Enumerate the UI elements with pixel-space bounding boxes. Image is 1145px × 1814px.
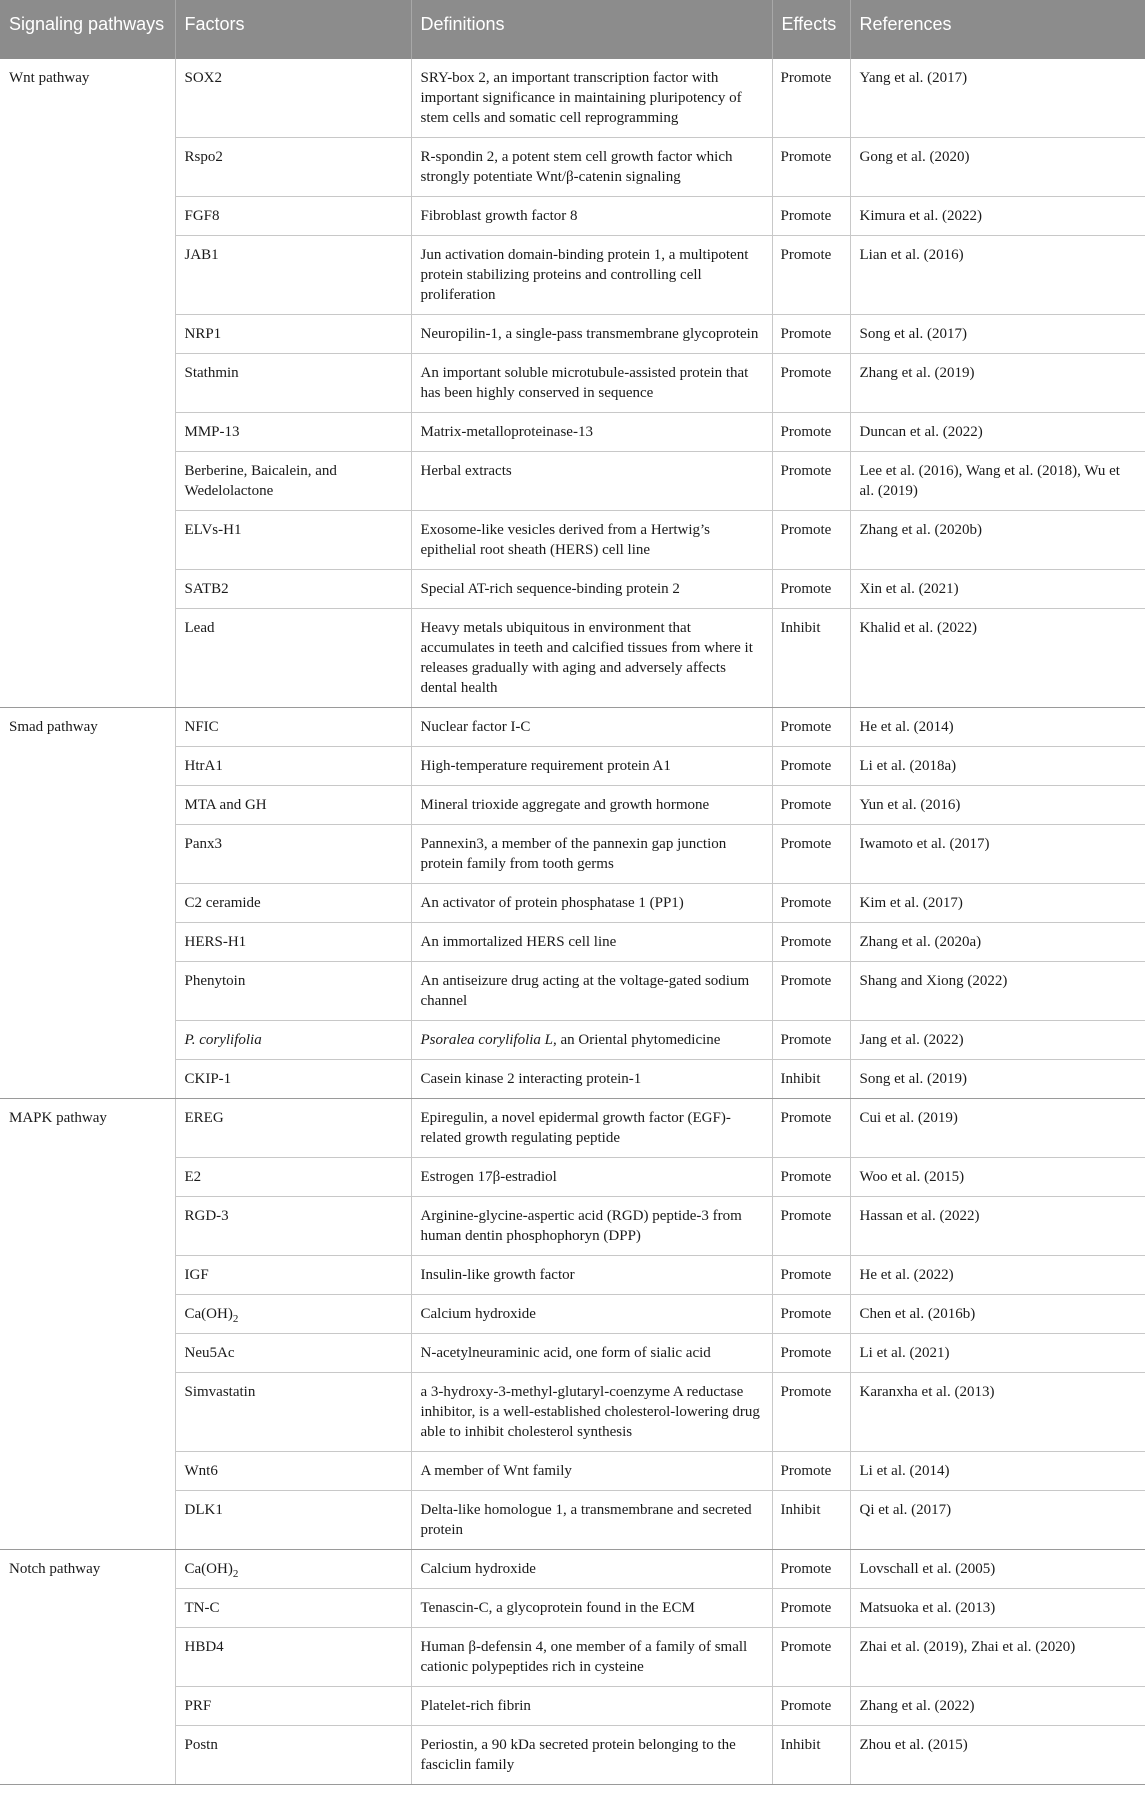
factor-cell (175, 452, 411, 511)
header-signaling-pathways: Signaling pathways (0, 0, 175, 59)
definition-text: Jun activation domain-binding protein 1, a multipotent protein stabilizing proteins and controlling cell proliferation (420, 247, 749, 303)
reference-cell: Yang et al. (2017) (850, 59, 1145, 138)
factor-text: NRP1 (184, 326, 222, 342)
factor-cell (175, 786, 411, 825)
effect-cell: Promote (772, 1589, 850, 1628)
effect-cell: Promote (772, 1550, 850, 1589)
factor-cell (175, 825, 411, 884)
definition-cell (411, 609, 772, 708)
definition-text: Arginine-glycine-aspertic acid (RGD) peptide-3 from human dentin phosphophoryn (DPP) (420, 1208, 742, 1244)
factor-subscript: 2 (232, 1313, 239, 1325)
definition-cell (411, 1687, 772, 1726)
table-header (0, 0, 1145, 59)
definition-text: Casein kinase 2 interacting protein-1 (420, 1071, 642, 1087)
factor-cell (175, 962, 411, 1021)
reference-cell: Woo et al. (2015) (850, 1158, 1145, 1197)
definition-cell (411, 570, 772, 609)
effect-cell: Promote (772, 511, 850, 570)
definition-cell (411, 923, 772, 962)
effect-cell: Promote (772, 315, 850, 354)
effect-cell: Inhibit (772, 1060, 850, 1099)
reference-cell: Kimura et al. (2022) (850, 197, 1145, 236)
definition-cell (411, 1452, 772, 1491)
factor-text: Neu5Ac (184, 1345, 235, 1361)
reference-cell: Song et al. (2017) (850, 315, 1145, 354)
definition-text: An important soluble microtubule-assisted protein that has been highly conserved in sequence (420, 365, 749, 401)
definition-cell (411, 1256, 772, 1295)
definition-text: Calcium hydroxide (420, 1561, 536, 1577)
factor-text: SATB2 (184, 581, 229, 597)
factor-cell (175, 1256, 411, 1295)
definition-text: a 3-hydroxy-3-methyl-glutaryl-coenzyme A reductase inhibitor, is a well-established cholesterol-lowering drug able to inhibit cholesterol synthesis (420, 1384, 760, 1440)
pathway-cell: Wnt pathway (0, 59, 175, 708)
definition-text: Herbal extracts (420, 463, 512, 479)
effect-cell: Promote (772, 884, 850, 923)
definition-text: Human β-defensin 4, one member of a family of small cationic polypeptides rich in cysteine (420, 1639, 748, 1675)
reference-cell: Zhang et al. (2020a) (850, 923, 1145, 962)
effect-cell: Promote (772, 962, 850, 1021)
effect-cell: Inhibit (772, 609, 850, 708)
header-effects: Effects (772, 0, 850, 59)
definition-cell (411, 1589, 772, 1628)
factor-text: Ca(OH) (184, 1561, 233, 1577)
definition-text: Periostin, a 90 kDa secreted protein belonging to the fasciclin family (420, 1737, 736, 1773)
definition-cell (411, 1726, 772, 1785)
factor-text: Panx3 (184, 836, 222, 852)
reference-cell: He et al. (2014) (850, 708, 1145, 747)
reference-cell: He et al. (2022) (850, 1256, 1145, 1295)
definition-cell (411, 1158, 772, 1197)
factor-text: MMP-13 (184, 424, 240, 440)
factor-cell (175, 413, 411, 452)
definition-text: Exosome-like vesicles derived from a Hertwig’s epithelial root sheath (HERS) cell line (420, 522, 710, 558)
definition-text: Heavy metals ubiquitous in environment that accumulates in teeth and calcified tissues from where it releases gradually with aging and adversely affects dental health (420, 620, 753, 696)
effect-cell: Promote (772, 354, 850, 413)
definition-text: SRY-box 2, an important transcription factor with important significance in maintaining pluripotency of stem cells and somatic cell reprogramming (420, 70, 742, 126)
factor-text: TN-C (184, 1600, 220, 1616)
reference-cell: Lian et al. (2016) (850, 236, 1145, 315)
definition-cell (411, 1060, 772, 1099)
definition-text: Pannexin3, a member of the pannexin gap junction protein family from tooth germs (420, 836, 727, 872)
effect-cell: Promote (772, 413, 850, 452)
definition-cell (411, 138, 772, 197)
factor-text: HtrA1 (184, 758, 223, 774)
effect-cell: Promote (772, 236, 850, 315)
reference-cell: Zhang et al. (2022) (850, 1687, 1145, 1726)
effect-cell: Promote (772, 570, 850, 609)
factor-text: Rspo2 (184, 149, 223, 165)
factor-cell (175, 236, 411, 315)
factor-cell (175, 1021, 411, 1060)
definition-cell (411, 1628, 772, 1687)
definition-cell (411, 59, 772, 138)
effect-cell: Promote (772, 1687, 850, 1726)
definition-cell (411, 1197, 772, 1256)
table-row (0, 1550, 1145, 1589)
factor-text: Ca(OH) (184, 1306, 233, 1322)
factor-cell (175, 1197, 411, 1256)
definition-cell (411, 1021, 772, 1060)
table-row (0, 59, 1145, 138)
factor-text: HERS-H1 (184, 934, 247, 950)
reference-cell: Khalid et al. (2022) (850, 609, 1145, 708)
table-row (0, 1099, 1145, 1158)
factor-cell (175, 1452, 411, 1491)
effect-cell: Promote (772, 786, 850, 825)
definition-cell (411, 1491, 772, 1550)
reference-cell: Li et al. (2014) (850, 1452, 1145, 1491)
factor-cell (175, 747, 411, 786)
factor-text: Lead (184, 620, 215, 636)
factor-cell (175, 1687, 411, 1726)
effect-cell: Promote (772, 1295, 850, 1334)
definition-cell (411, 413, 772, 452)
reference-cell: Li et al. (2021) (850, 1334, 1145, 1373)
reference-cell: Cui et al. (2019) (850, 1099, 1145, 1158)
factor-text: Phenytoin (184, 973, 246, 989)
definition-cell (411, 1099, 772, 1158)
definition-text: Nuclear factor I-C (420, 719, 531, 735)
reference-cell: Kim et al. (2017) (850, 884, 1145, 923)
reference-cell: Qi et al. (2017) (850, 1491, 1145, 1550)
factor-cell (175, 1099, 411, 1158)
factor-cell (175, 1491, 411, 1550)
reference-cell: Zhang et al. (2019) (850, 354, 1145, 413)
definition-text: A member of Wnt family (420, 1463, 572, 1479)
effect-cell: Inhibit (772, 1491, 850, 1550)
factor-text: Postn (184, 1737, 218, 1753)
definition-cell (411, 452, 772, 511)
effect-cell: Promote (772, 59, 850, 138)
definition-cell (411, 962, 772, 1021)
definition-text: Delta-like homologue 1, a transmembrane and secreted protein (420, 1502, 752, 1538)
effect-cell: Promote (772, 825, 850, 884)
factor-text: SOX2 (184, 70, 223, 86)
definition-cell (411, 1295, 772, 1334)
effect-cell: Promote (772, 1158, 850, 1197)
factor-text: P. corylifolia (184, 1032, 262, 1048)
definition-text: An activator of protein phosphatase 1 (PP1) (420, 895, 684, 911)
reference-cell: Iwamoto et al. (2017) (850, 825, 1145, 884)
definition-italic-text: Psoralea corylifolia L (420, 1032, 553, 1048)
factor-text: EREG (184, 1110, 224, 1126)
factor-text: ELVs-H1 (184, 522, 242, 538)
reference-cell: Jang et al. (2022) (850, 1021, 1145, 1060)
reference-cell: Matsuoka et al. (2013) (850, 1589, 1145, 1628)
definition-cell (411, 708, 772, 747)
reference-cell: Gong et al. (2020) (850, 138, 1145, 197)
definition-cell (411, 236, 772, 315)
factor-cell (175, 59, 411, 138)
factor-text: Wnt6 (184, 1463, 218, 1479)
factor-cell (175, 1060, 411, 1099)
reference-cell: Song et al. (2019) (850, 1060, 1145, 1099)
definition-text: Mineral trioxide aggregate and growth hormone (420, 797, 710, 813)
effect-cell: Promote (772, 1197, 850, 1256)
definition-cell (411, 1334, 772, 1373)
factor-text: Simvastatin (184, 1384, 256, 1400)
factor-text: FGF8 (184, 208, 220, 224)
reference-cell: Lee et al. (2016), Wang et al. (2018), Wu et al. (2019) (850, 452, 1145, 511)
reference-cell: Lovschall et al. (2005) (850, 1550, 1145, 1589)
factor-text: IGF (184, 1267, 209, 1283)
effect-cell: Promote (772, 1334, 850, 1373)
reference-cell: Shang and Xiong (2022) (850, 962, 1145, 1021)
factor-text: HBD4 (184, 1639, 224, 1655)
effect-cell: Promote (772, 1021, 850, 1060)
definition-cell (411, 315, 772, 354)
effect-cell: Promote (772, 1628, 850, 1687)
reference-cell: Hassan et al. (2022) (850, 1197, 1145, 1256)
pathway-cell: Smad pathway (0, 708, 175, 1099)
effect-cell: Promote (772, 452, 850, 511)
definition-text: R-spondin 2, a potent stem cell growth factor which strongly potentiate Wnt/β-catenin signaling (420, 149, 733, 185)
header-references: References (850, 0, 1145, 59)
factor-cell (175, 1295, 411, 1334)
definition-text: , an Oriental phytomedicine (553, 1032, 721, 1048)
factor-text: DLK1 (184, 1502, 223, 1518)
reference-cell: Karanxha et al. (2013) (850, 1373, 1145, 1452)
factor-text: C2 ceramide (184, 895, 261, 911)
definition-cell (411, 825, 772, 884)
pathway-cell: Notch pathway (0, 1550, 175, 1785)
factor-text: MTA and GH (184, 797, 267, 813)
definition-text: Calcium hydroxide (420, 1306, 536, 1322)
definition-text: Tenascin-C, a glycoprotein found in the ECM (420, 1600, 695, 1616)
definition-cell (411, 1550, 772, 1589)
definition-cell (411, 354, 772, 413)
factor-text: JAB1 (184, 247, 219, 263)
reference-cell: Duncan et al. (2022) (850, 413, 1145, 452)
effect-cell: Promote (772, 1373, 850, 1452)
factor-cell (175, 197, 411, 236)
factor-cell (175, 884, 411, 923)
definition-text: An immortalized HERS cell line (420, 934, 617, 950)
reference-cell: Chen et al. (2016b) (850, 1295, 1145, 1334)
factor-cell (175, 1158, 411, 1197)
definition-cell (411, 884, 772, 923)
table-row (0, 708, 1145, 747)
reference-cell: Xin et al. (2021) (850, 570, 1145, 609)
factor-cell (175, 609, 411, 708)
effect-cell: Promote (772, 138, 850, 197)
factor-cell (175, 570, 411, 609)
effect-cell: Promote (772, 708, 850, 747)
factor-cell (175, 138, 411, 197)
factor-text: Berberine, Baicalein, and Wedelolactone (184, 463, 337, 499)
definition-cell (411, 786, 772, 825)
factor-cell (175, 1628, 411, 1687)
table-body (0, 59, 1145, 1785)
header-row (0, 0, 1145, 59)
definition-text: Insulin-like growth factor (420, 1267, 575, 1283)
definition-cell (411, 511, 772, 570)
factor-cell (175, 511, 411, 570)
effect-cell: Inhibit (772, 1726, 850, 1785)
factor-text: CKIP-1 (184, 1071, 232, 1087)
effect-cell: Promote (772, 1099, 850, 1158)
reference-cell: Zhou et al. (2015) (850, 1726, 1145, 1785)
reference-cell: Zhai et al. (2019), Zhai et al. (2020) (850, 1628, 1145, 1687)
factor-cell (175, 708, 411, 747)
definition-cell (411, 747, 772, 786)
factor-cell (175, 1334, 411, 1373)
definition-text: N-acetylneuraminic acid, one form of sialic acid (420, 1345, 711, 1361)
effect-cell: Promote (772, 1256, 850, 1295)
factor-cell (175, 1373, 411, 1452)
factor-cell (175, 923, 411, 962)
definition-text: Special AT-rich sequence-binding protein 2 (420, 581, 680, 597)
definition-text: Platelet-rich fibrin (420, 1698, 531, 1714)
definition-text: Epiregulin, a novel epidermal growth factor (EGF)-related growth regulating peptide (420, 1110, 731, 1146)
factor-subscript: 2 (232, 1568, 239, 1580)
header-factors: Factors (175, 0, 411, 59)
reference-cell: Zhang et al. (2020b) (850, 511, 1145, 570)
factor-cell (175, 1550, 411, 1589)
definition-text: High-temperature requirement protein A1 (420, 758, 671, 774)
definition-text: An antiseizure drug acting at the voltage-gated sodium channel (420, 973, 750, 1009)
factor-text: PRF (184, 1698, 212, 1714)
effect-cell: Promote (772, 747, 850, 786)
definition-cell (411, 1373, 772, 1452)
effect-cell: Promote (772, 197, 850, 236)
definition-text: Matrix-metalloproteinase-13 (420, 424, 593, 440)
factor-cell (175, 1589, 411, 1628)
definition-cell (411, 197, 772, 236)
effect-cell: Promote (772, 923, 850, 962)
factor-cell (175, 354, 411, 413)
reference-cell: Li et al. (2018a) (850, 747, 1145, 786)
definition-text: Estrogen 17β-estradiol (420, 1169, 557, 1185)
pathway-cell: MAPK pathway (0, 1099, 175, 1550)
factor-cell (175, 1726, 411, 1785)
header-definitions: Definitions (411, 0, 772, 59)
definition-text: Fibroblast growth factor 8 (420, 208, 578, 224)
factor-cell (175, 315, 411, 354)
factor-text: Stathmin (184, 365, 239, 381)
factor-text: E2 (184, 1169, 202, 1185)
reference-cell: Yun et al. (2016) (850, 786, 1145, 825)
factor-text: RGD-3 (184, 1208, 229, 1224)
factor-text: NFIC (184, 719, 219, 735)
effect-cell: Promote (772, 1452, 850, 1491)
definition-text: Neuropilin-1, a single-pass transmembrane glycoprotein (420, 326, 759, 342)
